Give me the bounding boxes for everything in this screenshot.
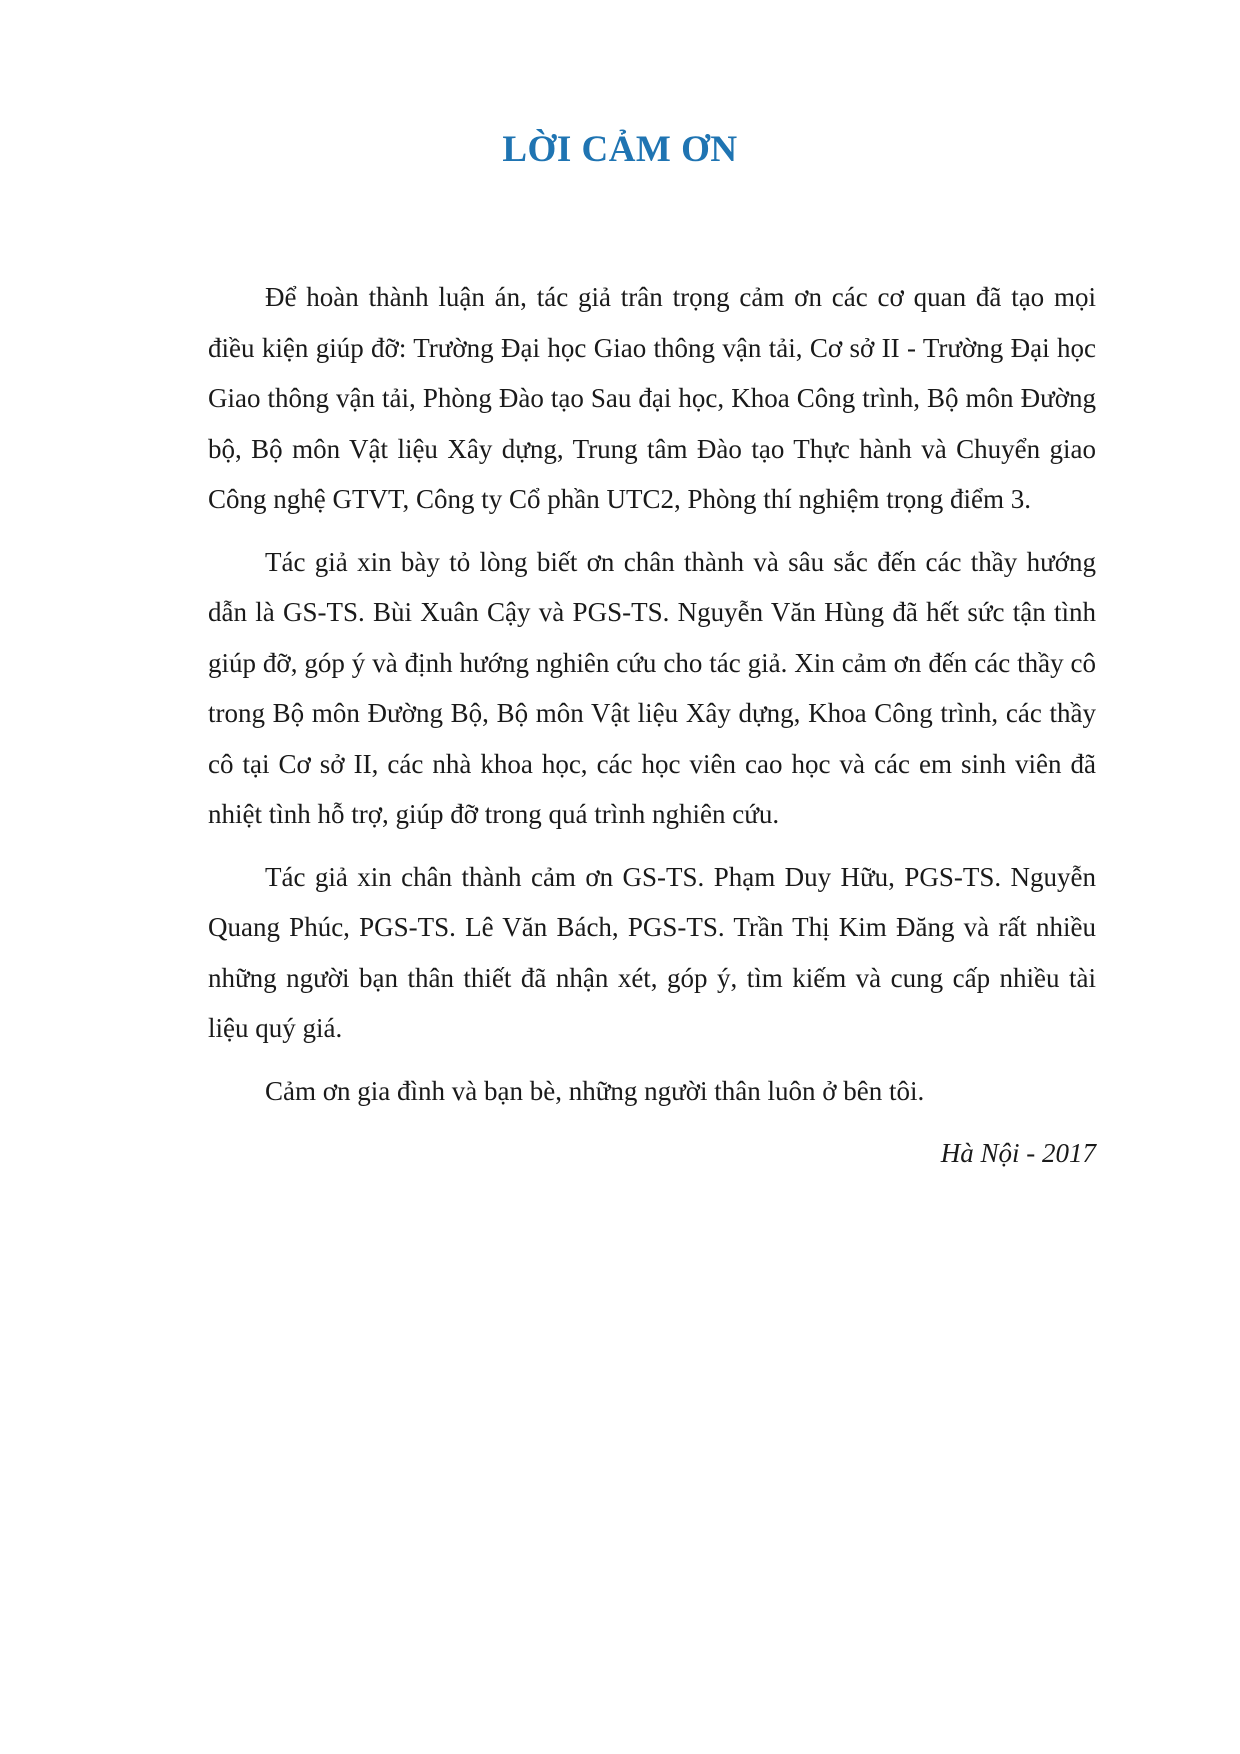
page-title: LỜI CẢM ƠN [502, 129, 738, 170]
acknowledgement-body [208, 272, 1096, 1179]
paragraph-family: Cảm ơn gia đình và bạn bè, những người thân luôn ở bên tôi. [265, 1075, 925, 1106]
paragraph-colleagues: Tác giả xin chân thành cảm ơn GS-TS. Phạm Duy Hữu, PGS-TS. Nguyễn Quang Phúc, PGS-TS. Lê Văn Bách, PGS-TS. Trần Thị Kim Đăng và rất nhiều những người bạn thân thiết đã nhận xét, góp ý, tìm kiếm và cung cấp nhiều tài liệu quý giá. [208, 861, 1096, 1043]
paragraph-institutions: Để hoàn thành luận án, tác giả trân trọng cảm ơn các cơ quan đã tạo mọi điều kiện giúp đỡ: Trường Đại học Giao thông vận tải, Cơ sở II - Trường Đại học Giao thông vận tải, Phòng Đào tạo Sau đại học, Khoa Công trình, Bộ môn Đường bộ, Bộ môn Vật liệu Xây dựng, Trung tâm Đào tạo Thực hành và Chuyển giao Công nghệ GTVT, Công ty Cổ phần UTC2, Phòng thí nghiệm trọng điểm 3. [208, 282, 1096, 514]
paragraph-advisors: Tác giả xin bày tỏ lòng biết ơn chân thành và sâu sắc đến các thầy hướng dẫn là GS-TS. Bùi Xuân Cậy và PGS-TS. Nguyễn Văn Hùng đã hết sức tận tình giúp đỡ, góp ý và định hướng nghiên cứu cho tác giả. Xin cảm ơn đến các thầy cô trong Bộ môn Đường Bộ, Bộ môn Vật liệu Xây dựng, Khoa Công trình, các thầy cô tại Cơ sở II, các nhà khoa học, các học viên cao học và các em sinh viên đã nhiệt tình hỗ trợ, giúp đỡ trong quá trình nghiên cứu. [208, 546, 1096, 829]
place-date-signature: Hà Nội - 2017 [940, 1138, 1096, 1168]
